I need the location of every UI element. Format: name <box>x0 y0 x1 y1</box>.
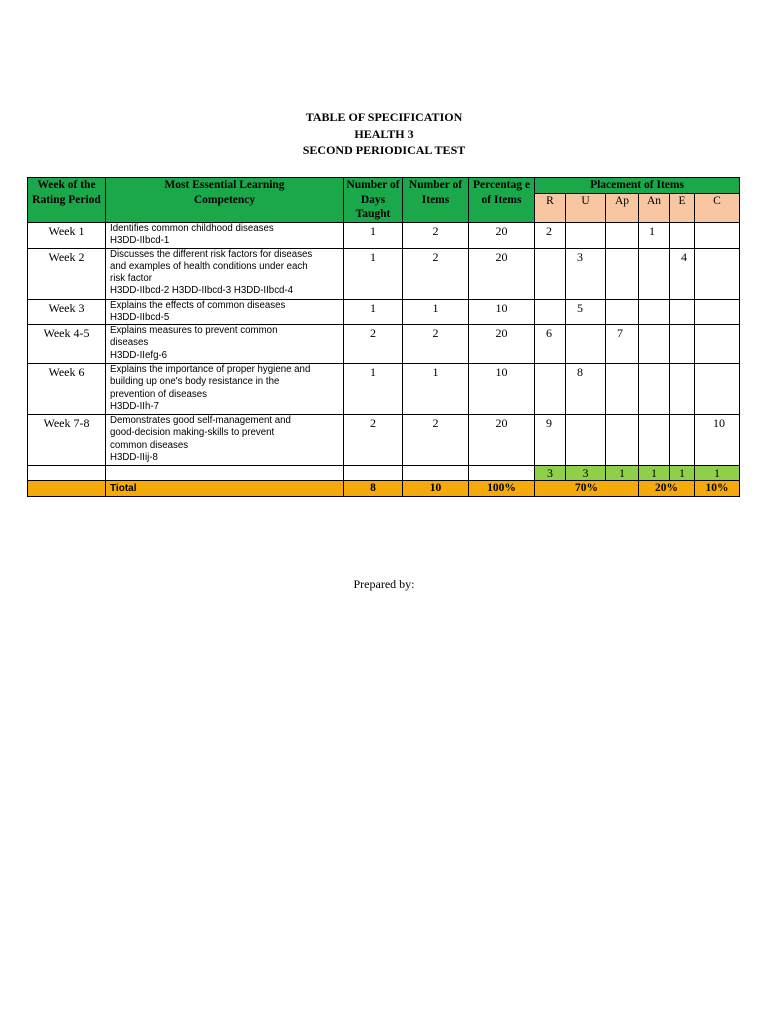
week-cell: Week 1 <box>28 222 106 248</box>
title-line-3: SECOND PERIODICAL TEST <box>302 143 466 157</box>
placement-ap-cell <box>606 299 639 325</box>
count-ap: 1 <box>606 466 639 481</box>
days-cell: 1 <box>344 364 403 415</box>
placement-ap-cell <box>606 364 639 415</box>
competency-cell <box>106 415 344 466</box>
days-cell: 2 <box>344 415 403 466</box>
week-cell: Week 4-5 <box>28 325 106 364</box>
title-line-1: TABLE OF SPECIFICATION <box>305 110 463 124</box>
competency-line: Explains the effects of common diseases <box>110 299 286 311</box>
title-line-2: HEALTH 3 <box>354 126 414 141</box>
items-cell: 1 <box>403 299 469 325</box>
placement-r-cell <box>535 364 566 415</box>
total-average: 20% <box>639 481 695 497</box>
items-cell: 2 <box>403 325 469 364</box>
competency-cell <box>106 248 344 299</box>
competency-cell <box>106 299 344 325</box>
percentage-cell: 20 <box>469 325 535 364</box>
competency-line: good-decision making-skills to prevent <box>110 427 275 439</box>
week-cell: Week 7-8 <box>28 415 106 466</box>
items-cell: 2 <box>403 248 469 299</box>
competency-cell <box>106 325 344 364</box>
count-c: 1 <box>695 466 740 481</box>
days-cell: 2 <box>344 325 403 364</box>
placement-c-cell <box>695 364 740 415</box>
days-cell: 1 <box>344 248 403 299</box>
placement-u-cell: 8 <box>566 364 606 415</box>
header-items: Number of Items <box>403 178 469 223</box>
percentage-cell: 20 <box>469 415 535 466</box>
placement-u-cell: 3 <box>566 248 606 299</box>
competency-line: Explains the importance of proper hygiene and <box>110 364 311 376</box>
competency-cell <box>106 364 344 415</box>
document-title <box>0 109 768 159</box>
percentage-cell: 10 <box>469 299 535 325</box>
competency-line: Explains measures to prevent common <box>110 325 278 337</box>
placement-ap-cell <box>606 415 639 466</box>
items-cell: 2 <box>403 415 469 466</box>
header-percentage: Percentag e of Items <box>469 178 535 223</box>
competency-line: common diseases <box>110 439 189 451</box>
placement-ap-cell: 7 <box>606 325 639 364</box>
placement-e-cell <box>670 299 695 325</box>
percentage-cell: 10 <box>469 364 535 415</box>
placement-c-cell <box>695 325 740 364</box>
header-days: Number of Days Taught <box>344 178 403 223</box>
placement-r-cell <box>535 248 566 299</box>
days-cell: 1 <box>344 299 403 325</box>
placement-u-cell: 5 <box>566 299 606 325</box>
items-cell: 2 <box>403 222 469 248</box>
total-row <box>28 481 740 497</box>
placement-an-cell <box>639 299 670 325</box>
competency-line: diseases <box>110 337 149 349</box>
header-placement-u: U <box>566 193 606 222</box>
empty-cell <box>469 466 535 481</box>
placement-c-cell <box>695 222 740 248</box>
count-r: 3 <box>535 466 566 481</box>
table-row <box>28 364 740 415</box>
placement-count-row <box>28 466 740 481</box>
placement-an-cell <box>639 364 670 415</box>
table-row <box>28 299 740 325</box>
placement-r-cell: 9 <box>535 415 566 466</box>
competency-line: Demonstrates good self-management and <box>110 415 291 427</box>
days-cell: 1 <box>344 222 403 248</box>
empty-cell <box>344 466 403 481</box>
table-row <box>28 325 740 364</box>
week-cell: Week 2 <box>28 248 106 299</box>
specification-table <box>27 177 740 497</box>
competency-line: risk factor <box>110 273 152 285</box>
percentage-cell: 20 <box>469 248 535 299</box>
competency-code: H3DD-IIij-8 <box>110 451 158 463</box>
header-placement-r: R <box>535 193 566 222</box>
competency-line: prevention of diseases <box>110 388 207 400</box>
empty-cell <box>403 466 469 481</box>
week-cell: Week 3 <box>28 299 106 325</box>
placement-e-cell <box>670 364 695 415</box>
placement-an-cell <box>639 415 670 466</box>
table-row <box>28 415 740 466</box>
count-u: 3 <box>566 466 606 481</box>
placement-an-cell <box>639 325 670 364</box>
placement-r-cell: 6 <box>535 325 566 364</box>
placement-c-cell: 10 <box>695 415 740 466</box>
placement-u-cell <box>566 222 606 248</box>
placement-u-cell <box>566 325 606 364</box>
competency-code: H3DD-IIbcd-2 H3DD-IIbcd-3 H3DD-IIbcd-4 <box>110 285 294 297</box>
placement-e-cell <box>670 325 695 364</box>
competency-line: Discusses the different risk factors for diseases <box>110 248 313 260</box>
prepared-by: Prepared by: <box>353 577 415 591</box>
header-placement-ap: Ap <box>606 193 639 222</box>
competency-code: H3DD-IIefg-6 <box>110 349 168 361</box>
header-placement-c: C <box>695 193 740 222</box>
placement-e-cell <box>670 222 695 248</box>
competency-line: and examples of health conditions under each <box>110 260 308 272</box>
header-competency: Most Essential Learning Competency <box>106 178 344 223</box>
placement-u-cell <box>566 415 606 466</box>
placement-an-cell: 1 <box>639 222 670 248</box>
placement-c-cell <box>695 299 740 325</box>
header-placement-e: E <box>670 193 695 222</box>
header-placement: Placement of Items <box>535 178 740 194</box>
header-placement-an: An <box>639 193 670 222</box>
header-week: Week of the Rating Period <box>28 178 106 223</box>
placement-an-cell <box>639 248 670 299</box>
percentage-cell: 20 <box>469 222 535 248</box>
competency-line: building up one's body resistance in the <box>110 376 280 388</box>
competency-code: H3DD-IIbcd-1 <box>110 234 170 246</box>
placement-c-cell <box>695 248 740 299</box>
total-label: Tiotal <box>106 481 344 497</box>
table-row <box>28 222 740 248</box>
count-an: 1 <box>639 466 670 481</box>
competency-code: H3DD-IIbcd-5 <box>110 311 170 323</box>
placement-ap-cell <box>606 222 639 248</box>
competency-line: Identifies common childhood diseases <box>110 222 274 234</box>
total-items: 10 <box>403 481 469 497</box>
total-days: 8 <box>344 481 403 497</box>
placement-r-cell: 2 <box>535 222 566 248</box>
competency-code: H3DD-IIh-7 <box>110 400 159 412</box>
placement-r-cell <box>535 299 566 325</box>
placement-e-cell <box>670 415 695 466</box>
count-e: 1 <box>670 466 695 481</box>
total-easy: 70% <box>535 481 639 497</box>
table-row <box>28 248 740 299</box>
empty-cell <box>28 481 106 497</box>
empty-cell <box>106 466 344 481</box>
total-percentage: 100% <box>469 481 535 497</box>
week-cell: Week 6 <box>28 364 106 415</box>
placement-e-cell: 4 <box>670 248 695 299</box>
placement-ap-cell <box>606 248 639 299</box>
items-cell: 1 <box>403 364 469 415</box>
competency-cell <box>106 222 344 248</box>
total-difficult: 10% <box>695 481 740 497</box>
empty-cell <box>28 466 106 481</box>
